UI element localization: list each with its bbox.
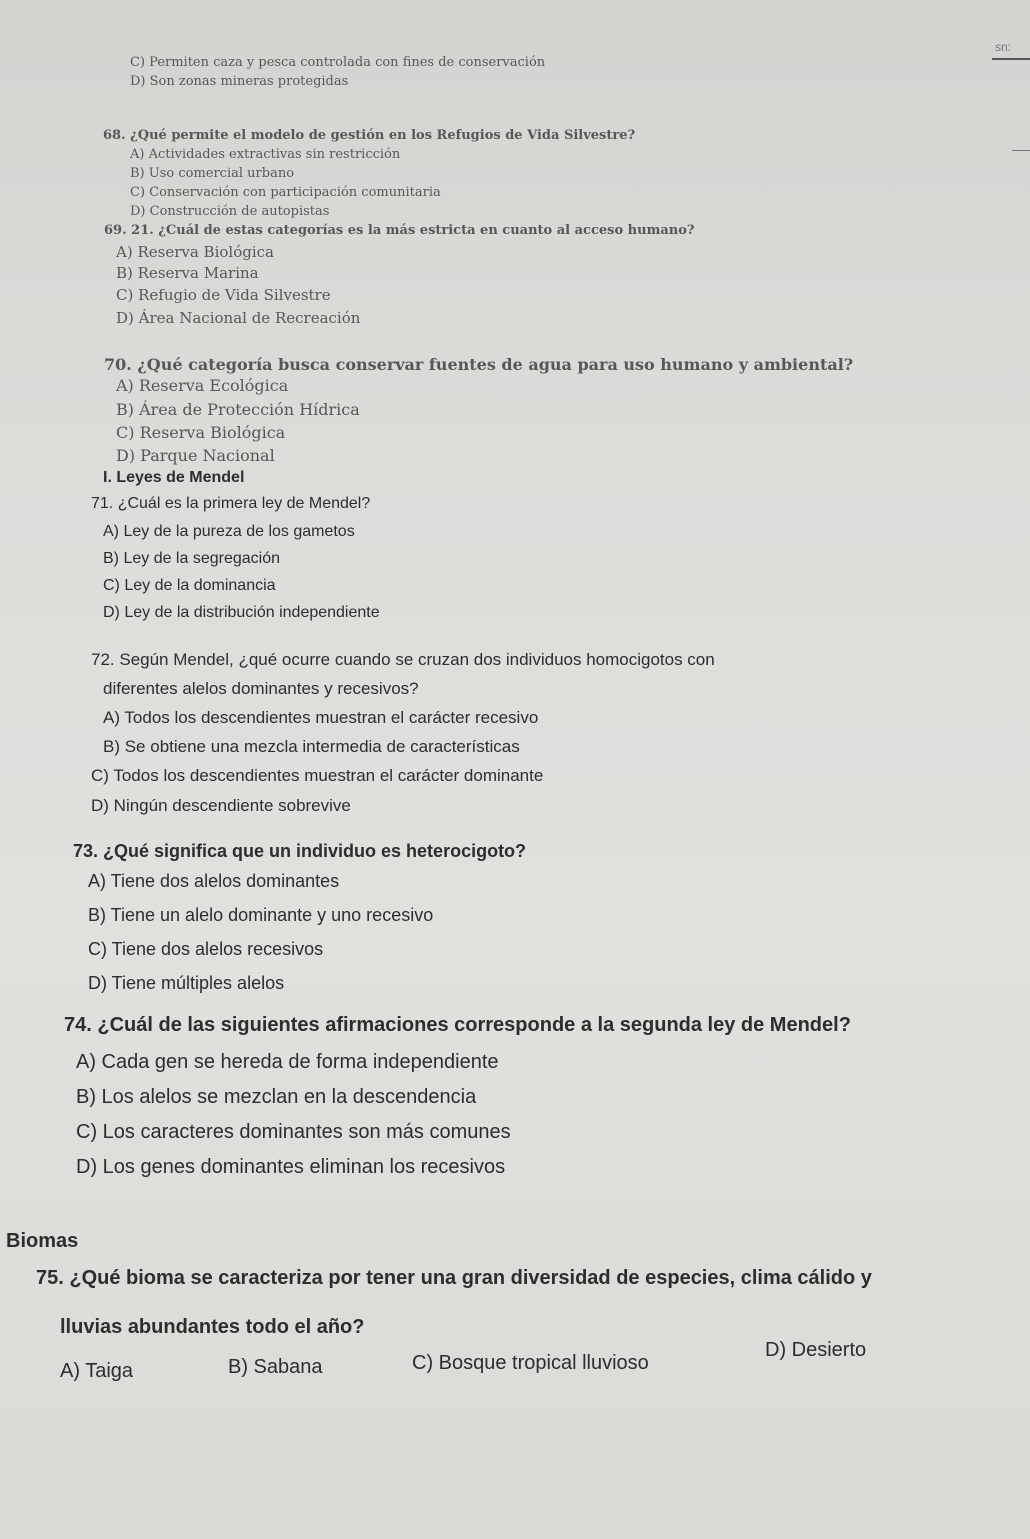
q74-option-b: B) Los alelos se mezclan en la descendencia bbox=[76, 1086, 477, 1108]
q70-option-c: C) Reserva Biológica bbox=[116, 423, 286, 442]
q75-question-line2: lluvias abundantes todo el año? bbox=[60, 1316, 365, 1338]
q71-question: 71. ¿Cuál es la primera ley de Mendel? bbox=[91, 495, 371, 512]
q69-option-c: C) Refugio de Vida Silvestre bbox=[116, 286, 331, 304]
q72-question-line2: diferentes alelos dominantes y recesivos? bbox=[103, 679, 419, 698]
q72-option-b: B) Se obtiene una mezcla intermedia de características bbox=[103, 737, 520, 756]
q69-option-d: D) Área Nacional de Recreación bbox=[116, 309, 361, 327]
q70-option-b: B) Área de Protección Hídrica bbox=[116, 400, 360, 419]
q75-option-d: D) Desierto bbox=[765, 1339, 867, 1361]
q73-option-d: D) Tiene múltiples alelos bbox=[88, 973, 285, 993]
q73-option-a: A) Tiene dos alelos dominantes bbox=[88, 871, 340, 891]
section-heading-biomas: Biomas bbox=[6, 1230, 79, 1252]
q75-option-c: C) Bosque tropical lluvioso bbox=[412, 1352, 649, 1374]
section-heading-mendel: I. Leyes de Mendel bbox=[103, 469, 245, 486]
q70-option-d: D) Parque Nacional bbox=[116, 446, 275, 465]
q68-question: 68. ¿Qué permite el modelo de gestión en los Refugios de Vida Silvestre? bbox=[103, 128, 636, 143]
q72-option-d: D) Ningún descendiente sobrevive bbox=[91, 796, 351, 815]
edge-mark bbox=[1012, 150, 1030, 151]
q67-option-d: D) Son zonas mineras protegidas bbox=[130, 74, 349, 89]
q74-question: 74. ¿Cuál de las siguientes afirmaciones corresponde a la segunda ley de Mendel? bbox=[64, 1014, 851, 1036]
q74-option-d: D) Los genes dominantes eliminan los recesivos bbox=[76, 1156, 506, 1178]
q72-option-a: A) Todos los descendientes muestran el carácter recesivo bbox=[103, 708, 539, 727]
q68-option-b: B) Uso comercial urbano bbox=[130, 166, 295, 181]
corner-rule bbox=[992, 58, 1030, 60]
q71-option-b: B) Ley de la segregación bbox=[103, 550, 280, 567]
q68-option-d: D) Construcción de autopistas bbox=[130, 204, 330, 219]
q73-option-b: B) Tiene un alelo dominante y uno recesivo bbox=[88, 905, 434, 925]
q69-question: 69. 21. ¿Cuál de estas categorías es la más estricta en cuanto al acceso humano? bbox=[104, 223, 695, 238]
q75-question-line1: 75. ¿Qué bioma se caracteriza por tener una gran diversidad de especies, clima cálido y bbox=[36, 1267, 872, 1289]
q75-option-b: B) Sabana bbox=[228, 1356, 323, 1378]
corner-mark: sn: bbox=[995, 40, 1012, 54]
q71-option-a: A) Ley de la pureza de los gametos bbox=[103, 523, 355, 540]
q70-question: 70. ¿Qué categoría busca conservar fuentes de agua para uso humano y ambiental? bbox=[104, 355, 854, 374]
q71-option-c: C) Ley de la dominancia bbox=[103, 577, 276, 594]
q68-option-a: A) Actividades extractivas sin restricción bbox=[130, 147, 401, 162]
q69-option-a: A) Reserva Biológica bbox=[116, 243, 274, 261]
q75-option-a: A) Taiga bbox=[60, 1360, 134, 1382]
q73-question: 73. ¿Qué significa que un individuo es heterocigoto? bbox=[73, 841, 527, 861]
q71-option-d: D) Ley de la distribución independiente bbox=[103, 604, 380, 621]
q68-option-c: C) Conservación con participación comunitaria bbox=[130, 185, 441, 200]
q70-option-a: A) Reserva Ecológica bbox=[116, 376, 289, 395]
q72-question-line1: 72. Según Mendel, ¿qué ocurre cuando se cruzan dos individuos homocigotos con bbox=[91, 650, 715, 669]
q74-option-c: C) Los caracteres dominantes son más comunes bbox=[76, 1121, 511, 1143]
q72-option-c: C) Todos los descendientes muestran el carácter dominante bbox=[91, 766, 544, 785]
q73-option-c: C) Tiene dos alelos recesivos bbox=[88, 939, 324, 959]
q74-option-a: A) Cada gen se hereda de forma independiente bbox=[76, 1051, 499, 1073]
q67-option-c: C) Permiten caza y pesca controlada con fines de conservación bbox=[130, 55, 546, 70]
q69-option-b: B) Reserva Marina bbox=[116, 264, 259, 282]
